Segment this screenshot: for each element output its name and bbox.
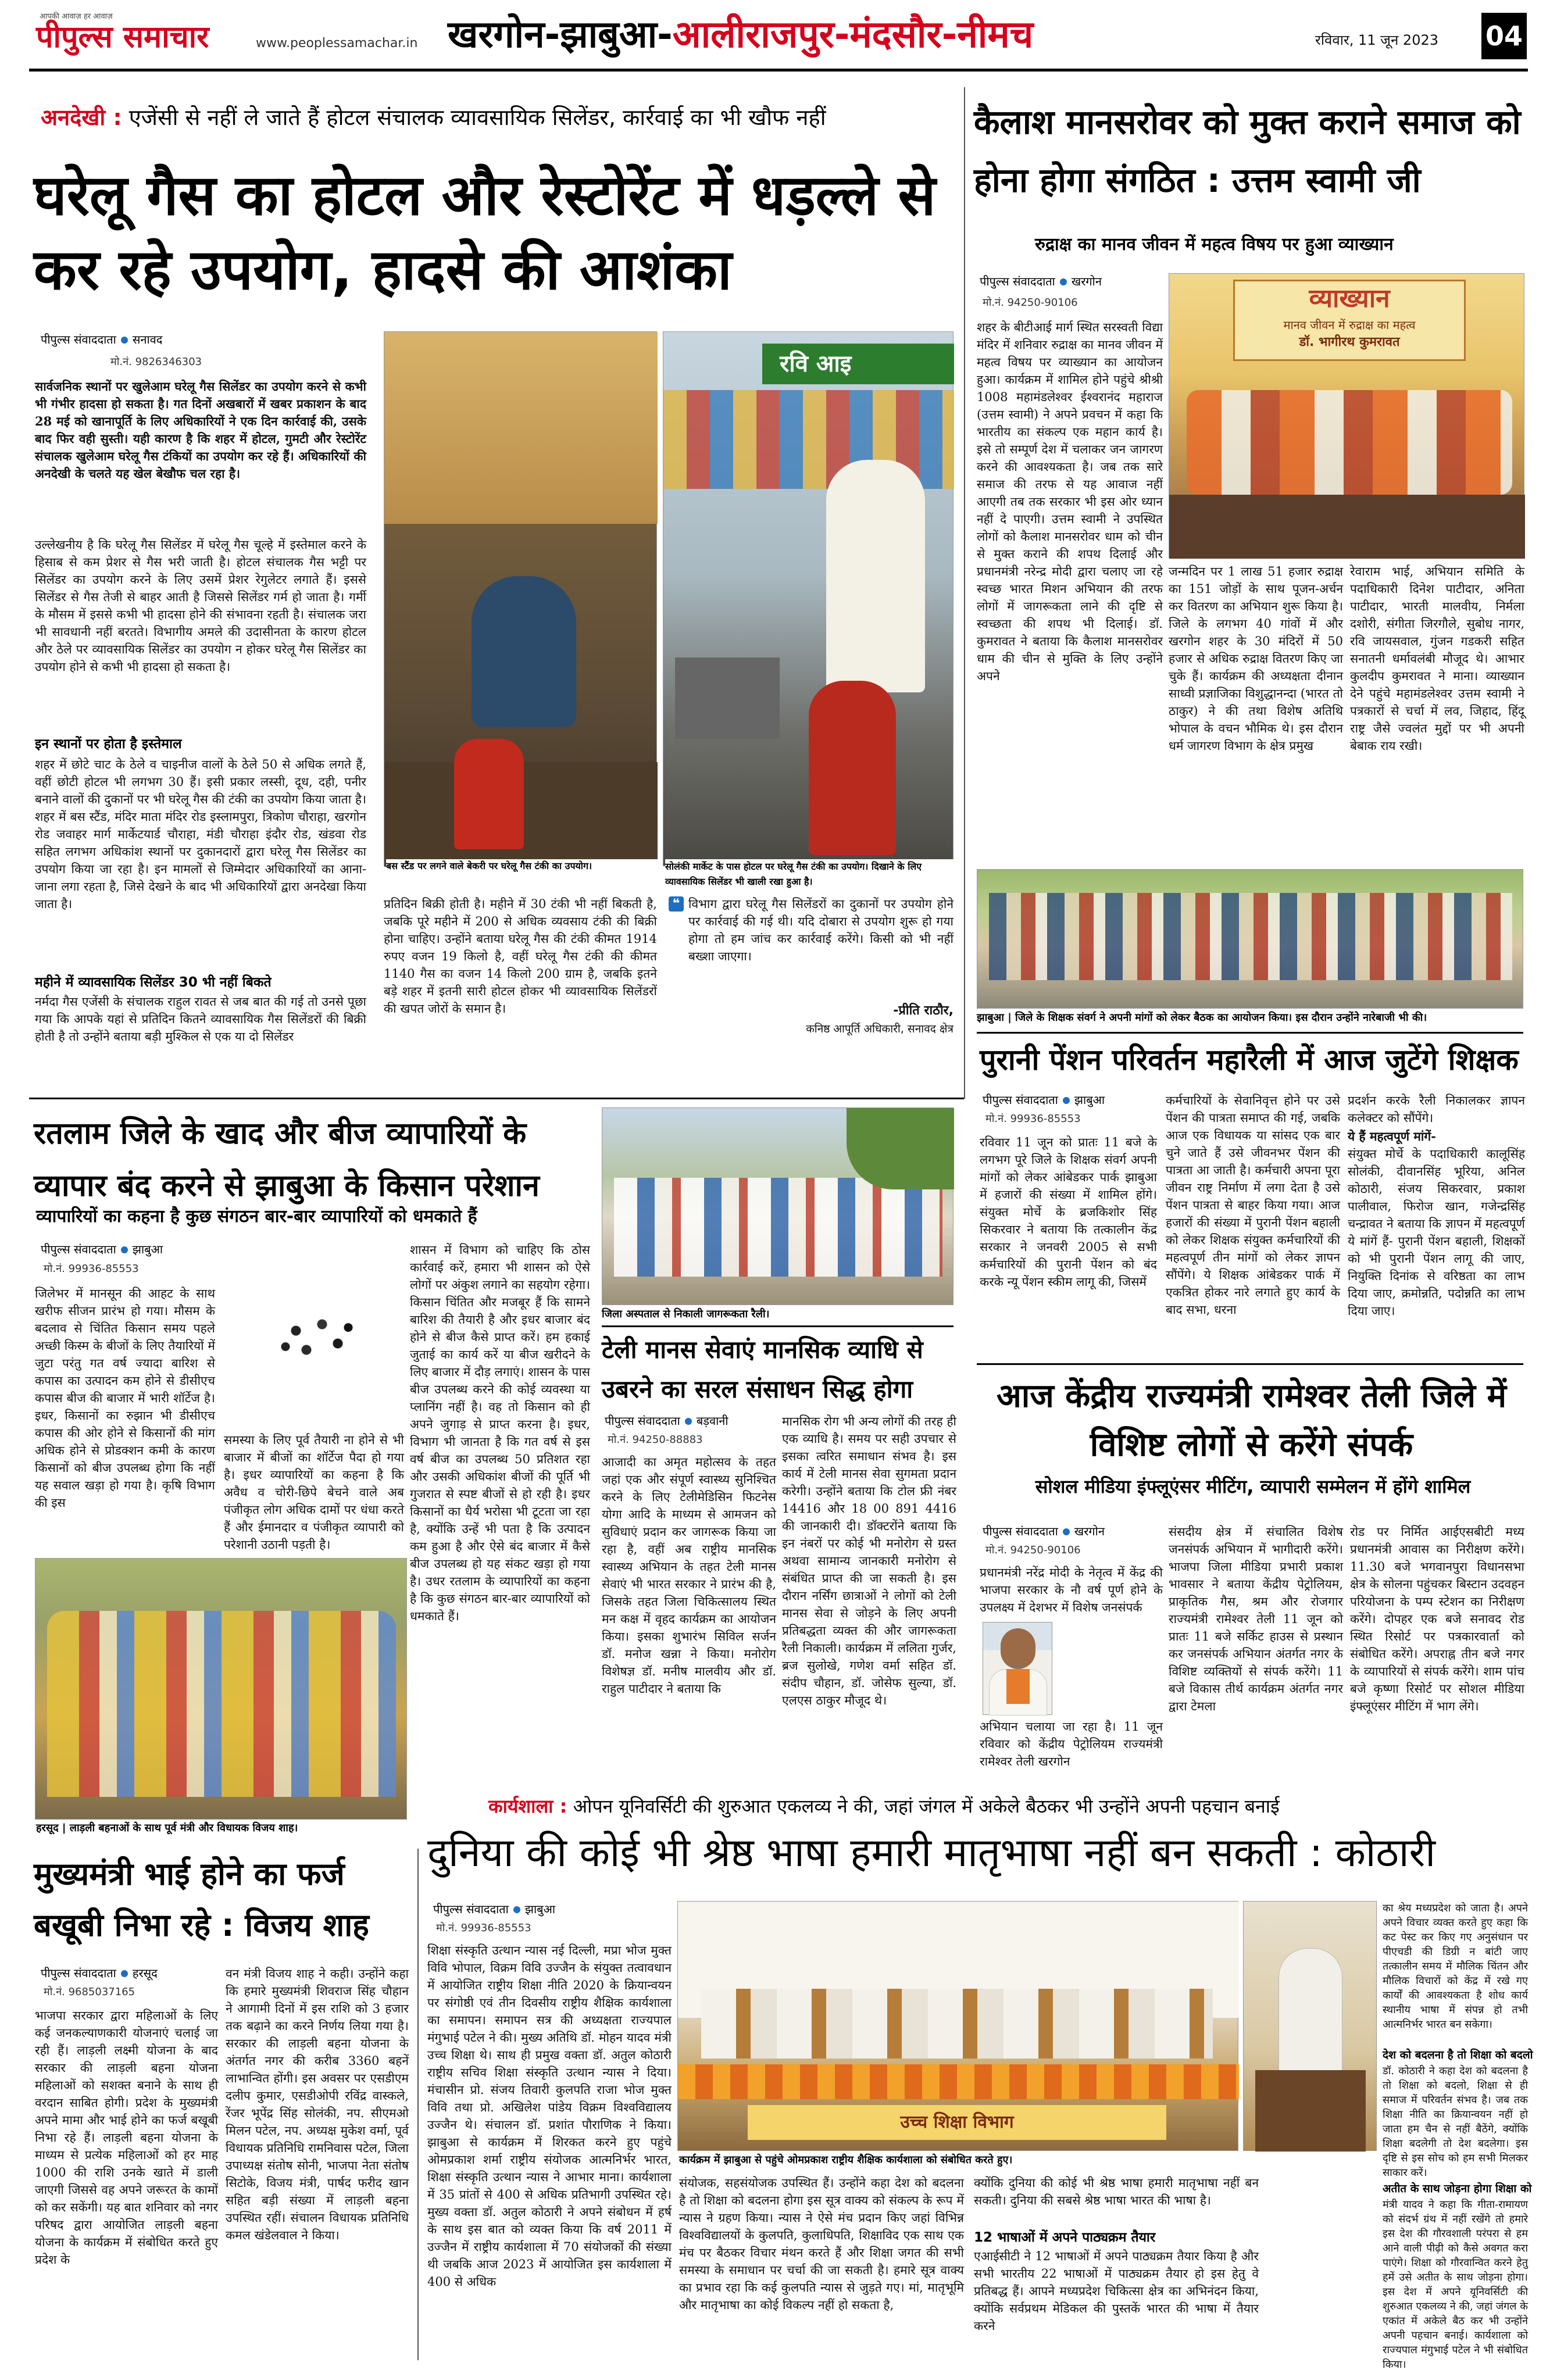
story1-byline-name: पीपुल्स संवाददाता: [41, 333, 116, 346]
story3-photo-teachers: [977, 869, 1523, 1009]
story5-rule: [602, 1325, 954, 1327]
story2-col1: शहर के बीटीआई मार्ग स्थित सरस्वती विद्या मंदिर में शनिवार रुद्राक्ष का मानव जीवन में महत्व विषय पर व्याख्यान का आयोजन हुआ। कार्यक्रम में शामिल होने पहुंचे श्रीश्री 1008 महामंडलेश्वर ईश्वरानंद महाराज (उत्तम स्वामी) ने अपने प्रवचन में कहा कि भारतीय का संकल्प एक महान कार्य है। इसे तो सम्पूर्ण देश में चलाकर जन जागरण करने की आवश्यकता है। जब तक सारे समाज की तरफ से यह आवाज नहीं आएगी तब तक सरकार भी इस ओर ध्यान नहीं दे पाएगी। उत्तम स्वामी ने उपस्थित लोगों को कैलाश मानसरोवर धाम को चीन से मुक्त कराने की शपथ दिलाई और प्रधानमंत्री नरेन्द्र मोदी द्वारा चलाए जा रहे स्वच्छ भारत मिशन अभियान की तरफ लोगों में जागरूकता लाने की दृष्टि से स्वच्छता की शपथ भी दिलाई। डॉ. कुमरावत ने बताया कि कैलाश मानसरोवर धाम की चीन से मुक्ति के लिए उन्होंने अपने: [977, 320, 1163, 683]
story8-sidebar: [1383, 1901, 1533, 2371]
story4-col1: जिलेभर में मानसून की आहट के साथ खरीफ सीजन प्रारंभ हो गया। मौसम के बदलाव से चिंतित किसान समय पहले अच्छी किस्म के बीजों के लिए तैयारियों में जुटा परंतु गत वर्ष ज्यादा बारिश से कपास का उत्पादन कम होने से डीसीएच कपास बीज की बाजार में भारी शॉर्टेज है। इधर, किसानों का रुझान भी डीसीएच कपास की ओर होने से किसानों की मांग अधिक होने से प्रोडक्शन कमी के कारण किसानों को बीज उपलब्ध होगा कि नहीं यह सवाल खड़ा हो गया है। कृषि विभाग की इस: [35, 1287, 215, 1510]
story8-subhead2: देश को बदलना है तो शिक्षा को बदलो: [1383, 2049, 1533, 2061]
story8-kicker-text: ओपन यूनिवर्सिटी की शुरुआत एकलव्य ने की, जहां जंगल में अकेले बैठकर भी उन्होंने अपनी पहचान बनाई: [573, 1795, 1280, 1817]
story6-col3: रोड पर निर्मित आईएसबीटी मध्य प्रधानमंत्री आवास का निरीक्षण करेंगे। 11.30 बजे भगवानपुरा विधानसभा क्षेत्र के सोलना पहुंचकर बिस्टान उदवहन परियोजना के पम्प स्टेशन का निरीक्षण करेंगे। दोपहर एक बजे सनावद रोड स्थित रिसोर्ट पर पत्रकारवार्ता को संबोधित करेंगे। अपराह्न तीन बजे नगर के व्यापारियों से संपर्क करेंगे। शाम पांच बजे कृष्णा रिसोर्ट पर सोशल मीडिया इंफ्लूएंसर मीटिंग में भाग लेंगे।: [1350, 1525, 1524, 1713]
story3-col1: रविवार 11 जून को प्रातः 11 बजे के लगभग पूरे जिले के शिक्षक संवर्ग अपनी मांगों को लेकर आंबेडकर पार्क झाबुआ में हजारों की संख्या में शामिल होंगे। संयुक्त मोर्चे के ब्रजकिशोर सिंह सिकरवार ने बताया कि तत्कालीन केंद्र सरकार ने जनवरी 2005 से सभी कर्मचारियों की पुरानी पेंशन को बंद करके न्यू पेंशन स्कीम लागू की, जिसमें: [980, 1135, 1157, 1289]
story3-col3: [1348, 1092, 1525, 1355]
story2-banner: [1233, 280, 1466, 361]
byline-dot-icon: [121, 1246, 128, 1253]
story2-table: [1169, 495, 1525, 559]
story2-headline: कैलाश मानसरोवर को मुक्त कराने समाज को होना होगा संगठित : उत्तम स्वामी जी: [974, 102, 1521, 200]
story8-subhead3: अतीत के साथ जोड़ना होगा शिक्षा को: [1383, 2182, 1532, 2195]
byline-dot-icon: [513, 1906, 520, 1913]
story3-col3-intro: प्रदर्शन करके रैली निकालकर ज्ञापन कलेक्टर को सौंपेंगे।: [1348, 1093, 1525, 1125]
middle-band-rule: [29, 1098, 964, 1099]
hotel-person: [826, 460, 925, 692]
story1-photo1-caption: बस स्टैंड पर लगने वाले बेकरी पर घरेलू गैस टंकी का उपयोग।: [386, 859, 659, 875]
masthead: [0, 0, 1557, 73]
story1-byline: [41, 331, 366, 349]
byline-dot-icon: [1063, 1097, 1070, 1104]
byline-dot-icon: [685, 1418, 692, 1425]
story2-subhead: रुद्राक्ष का मानव जीवन में महत्व विषय पर हुआ व्याख्यान: [1035, 234, 1394, 255]
page-number-box: [1481, 13, 1527, 59]
story7-col2: वन मंत्री विजय शाह ने कही। उन्होंने कहा कि हमारे मुख्यमंत्री शिवराज सिंह चौहान ने आगामी दिनों में इस राशि को 3 हजार तक बढ़ाने का करने निर्णय लिया गया है। सरकार की लाड़ली बहना योजना के अंतर्गत नगर की करीब 3360 बहनें लाभान्वित होंगी। इस अवसर पर एसडीएम दलीप कुमार, एसडीओपी रविंद्र वास्कले, रेंजर भूपेंद्र सिंह सोलंकी, नप. सीएमओ मिलन पटेल, नप. अध्यक्ष मुकेश वर्मा, पूर्व विधायक प्रतिनिधि रामनिवास पटेल, जिला उपाध्यक्ष संतोष सोनी, भाजपा नेता संतोष सिटोके, विजय मंत्री, पार्षद फरीद खान सहित बड़ी संख्या में लाड़ली बहना उपस्थित रहीं। संचालन विधायक प्रतिनिधि कमल खंडेलवाल ने किया।: [226, 1967, 409, 2242]
story3-rule: [977, 1032, 1523, 1034]
rally-tree: [847, 1108, 954, 1189]
hotel-sign-text: रवि आइ: [780, 351, 852, 377]
bakery-cylinder: [454, 739, 524, 849]
story5-mobile: मो.नं. 94250-88883: [608, 1434, 703, 1446]
masthead-logo[interactable]: [36, 10, 245, 57]
story2-banner-sub: मानव जीवन में रुद्राक्ष का महत्व: [1283, 318, 1416, 332]
story7-mobile: मो.नं. 9685037165: [44, 1986, 135, 1998]
logo-text: पीपुल्स समाचार: [36, 20, 209, 55]
story8-sidebar-text3: मंत्री यादव ने कहा कि गीता-रामायण को संदर्भ ग्रंथ में नहीं रखेंगे तो हमारे इस देश की गौरवशाली परंपरा से हम आने वाली पीढ़ी को कैसे अवगत करा पाएंगे। शिक्षा को गौरवान्वित करने हेतु हमें उसे अतीत के साथ जोड़ना होगा। इस देश में अपने यूनिवर्सिटी की शुरुआत एकलव्य ने की, जहां जंगल के एकांत में अकेले बैठ कर भी उन्होंने अपनी पहचान बनाई। कार्यशाला को राज्यपाल मंगुभाई पटेल ने भी संबोधित किया।: [1383, 2199, 1528, 2371]
story3-col3-label: ये हैं महत्वपूर्ण मांगें-: [1348, 1129, 1436, 1143]
story5-headline: टेली मानस सेवाएं मानसिक व्याधि से उबरने का सरल संसाधन सिद्ध होगा: [602, 1335, 923, 1403]
story4-col2: समस्या के लिए पूर्व तैयारी ना होने से भी बाजार में बीजों का शॉर्टेज पैदा हो गया है। इधर व्यापारियों का कहना है कि अवैध व चोरी-छिपे बेचने वाले अब पंजीकृत लोग अधिक दामों पर धंधा करते हैं और ईमानदार व पंजीकृत व्यापारी को परेशानी उठानी पड़ती है।: [224, 1433, 404, 1552]
story1-kicker-text: एजेंसी से नहीं ले जाते हैं होटल संचालक व्यावसायिक सिलेंडर, कार्रवाई का भी खौफ नहीं: [128, 105, 826, 130]
story6-headline: आज केंद्रीय राज्यमंत्री रामेश्वर तेली जिले में विशिष्ट लोगों से करेंगे संपर्क: [997, 1377, 1506, 1464]
story2-mobile: मो.नं. 94250-90106: [983, 296, 1078, 309]
story3-byline-place: झाबुआ: [1074, 1093, 1105, 1107]
hotel-sign: [762, 344, 954, 384]
story4-col3: शासन में विभाग को चाहिए कि ठोस कार्रवाई करें, हमारा भी शासन को ऐसे लोगों पर अंकुश लगाने का सहयोग रहेगा। किसान चिंतित और मजबूर हैं कि सामने बारिश की तैयारी है और इधर बाजार बंद होने से बीज कैसे प्राप्त करें। हम हकाई जुताई का कार्य करें या बीज खरीदने के लिए बाजार में दौड़ लगाएं। शासन के पास बीज उपलब्ध करने की कोई व्यवस्था या प्लानिंग नहीं है। वह तो किसान को ही अपने जुगाड़ से प्राप्त करना है। इधर, विभाग भी जानता है कि गत वर्ष से इस वर्ष बीज का उपलब्ध 50 प्रतिशत रहा और उसकी अधिकांश बीजों की पूर्ति भी गुजरात से स्पष्ट बीजों से हो रही है। इधर किसानों का धैर्य भरोसा भी टूटता जा रहा है, क्योंकि उन्हें भी पता है कि उत्पादन कम हुआ है और ऐसे बंद बाजार में कैसे बीज उपलब्ध हो यह संकट खड़ा हो गया है। उधर रतलाम के व्यापारियों का कहना है कि कुछ संगठन बार-बार व्यापारियों को धमकाते हैं।: [410, 1243, 590, 1623]
story8-subhead1: 12 भाषाओं में अपने पाठ्यक्रम तैयार: [974, 2230, 1156, 2245]
byline-dot-icon: [121, 337, 128, 344]
hotel-stove: [675, 657, 780, 739]
story7-photo-ladli: [35, 1558, 407, 1820]
story8-col1: शिक्षा संस्कृति उत्थान न्यास नई दिल्ली, मप्रा भोज मुक्त विवि भोपाल, विक्रम विवि उज्जैन के संयुक्त तत्वावधान में आयोजित राष्ट्रीय शिक्षा नीति 2020 के क्रियान्वयन पर संगोष्ठी एवं तीन दिवसीय राष्ट्रीय शैक्षिक कार्यशाला का समापन। समापन सत्र की अध्यक्षता राज्यपाल मंगुभाई पटेल ने की। मुख्य अतिथि डॉ. मोहन यादव मंत्री उच्च शिक्षा थे। साथ ही प्रमुख वक्ता डॉ. अतुल कोठारी राष्ट्रीय सचिव शिक्षा संस्कृति उत्थान न्यास ने दिया। मंचासीन प्रो. संजय तिवारी कुलपति राजा भोज मुक्त विवि तथा प्रो. अखिलेश पांडेय विक्रम विश्वविद्यालय उज्जैन थे। संचालन डॉ. प्रशांत पौराणिक ने किया। झाबुआ से कार्यक्रम में शिरकत करने हुए पहुंचे ओमप्रकाश शर्मा राष्ट्रीय संयोजक आत्मनिर्भर भारत, शिक्षा संस्कृति उत्थान न्यास ने आभार माना। कार्यशाला में 35 प्रांतों से 400 से अधिक प्रतिभागी उपस्थित रहे। मुख्य वक्ता डॉ. अतुल कोठारी ने अपने संबोधन में हर्ष के साथ इस बात को व्यक्त किया कि वर्ष 2011 में उज्जैन में राष्ट्रीय कार्यशाला में 70 संयोजकों की संख्या थी जबकि आज 2023 में आयोजित इस कार्यशाला में 400 से अधिक: [427, 1943, 672, 2289]
story1-photo-hotel: [663, 331, 954, 866]
story5-col2: मानसिक रोग भी अन्य लोगों की तरह ही एक व्याधि है। समय पर सही उपचार से इसका त्वरित समाधान संभव है। इस कार्य में टेली मानस सेवा सुगमता प्रदान करेगी। उन्होंने बताया कि टोल फ्री नंबर 14416 और 18 00 891 4416 की जानकारी दी। डॉक्टरोंने बताया कि इन नंबरों पर कोई भी मनोरोग से ग्रस्त अथवा सामान्य जानकारी मनोरोग से संबंधित प्राप्त की जा सकती है। इस दौरान नर्सिंग छात्राओं ने लोगों को टेली मानस सेवा से जोड़ने के लिए अपनी प्रतिबद्धता व्यक्त की और जागरूकता रैली निकाली। कार्यक्रम में ललिता गुर्जर, ब्रज सुलोखे, गणेश वर्मा सहित डॉ. संदीप चौहान, डॉ. जोसेफ सुल्या, डॉ. एलएस ठाकुर मौजूद थे।: [782, 1414, 956, 1707]
story2-byline: [980, 273, 1166, 291]
page-number: 04: [1485, 20, 1523, 52]
story7-byline-place: हरसूद: [132, 1966, 158, 1980]
ladli-group: [47, 1611, 396, 1797]
story8-col3: [974, 2174, 1259, 2357]
region-title-red: आलीराजपुर-मंदसौर-नीमच: [672, 13, 1034, 56]
story6-subhead: सोशल मीडिया इंफ्लूएंसर मीटिंग, व्यापारी सम्मेलन में होंगे शामिल: [1035, 1475, 1471, 1498]
story2-col3: रेवाराम भाई, अभियान समिति के पदाधिकारी दिनेश पाटीदार, अनिता पाटीदार, भारती मालवीय, निर्मला दशोरी, संगीता जिरगौले, सुबोध नागर, रवि जायसवाल, गुंजन गडकरी सहित सनातनी धर्मावलंबी मौजूद थे। आभार कुलदीप कुमरावत ने माना। व्याख्यान देने पहुंचे महामंडलेश्वर उत्तम स्वामी ने पत्रकारों से चर्चा में लव, जिहाद, हिंदू राष्ट्र जैसे ज्वलंत मुद्दों पर भी अपनी बेबाक राय रखी।: [1350, 564, 1524, 753]
stage-banner: [748, 2105, 1166, 2140]
story8-kicker-label: कार्यशाला :: [488, 1795, 567, 1817]
stage-banner-text: उच्च शिक्षा विभाग: [900, 2112, 1014, 2132]
quote-mark-icon: ❝: [669, 896, 684, 912]
portrait-scarf: [1006, 1669, 1030, 1704]
story6-rule: [977, 1363, 1523, 1365]
story6-portrait: [983, 1622, 1052, 1715]
portrait-head: [1001, 1628, 1035, 1669]
story5-byline-place: बड़वानी: [696, 1414, 728, 1428]
region-title-black: खरगोन-झाबुआ-: [448, 13, 673, 56]
story2-photo-lecture: [1169, 273, 1524, 558]
story8-kicker: [488, 1793, 1529, 1820]
story3-headline: पुरानी पेंशन परिवर्तन महारैली में आज जुटेंगे शिक्षक: [980, 1043, 1519, 1077]
story3-byline-name: पीपुल्स संवाददाता: [983, 1093, 1058, 1107]
story1-body1: उल्लेखनीय है कि घरेलू गैस सिलेंडर में घरेलू गैस चूल्हे में इस्तेमाल करने के हिसाब से कम प्रेशर से गैस भरी जाती है। होटल संचालक गैस भट्टी पर सिलेंडर का उपयोग करने के लिए उसमें प्रेशर रेगुलेटर लगाते हैं। इससे सिलेंडर से गैस तेजी से बाहर आती है जिससे सिलेंडर गर्म हो जाता है। गर्मी के मौसम में इससे कभी भी हादसा होने की संभावना रहती है। संचालक जरा भी सावधानी नहीं बरतते। विभागीय अमले की उदासीनता के कारण होटल और ठेले पर व्यावसायिक सिलेंडर का उपयोग न होकर घरेलू गैस सिलेंडर का उपयोग होने से कभी भी हादसा हो सकता है।: [35, 538, 366, 674]
story6-mobile: मो.नं. 94250-90106: [985, 1544, 1081, 1556]
story5-byline-name: पीपुल्स संवाददाता: [605, 1414, 680, 1428]
story8-col3-body: एआईसीटी ने 12 भाषाओं में अपने पाठ्यक्रम तैयार किया है और सभी भारतीय 22 भाषाओं में पाठ्यक्रम तैयार हो इस हेतु वे प्रतिबद्ध हैं। आपने मध्यप्रदेश चिकित्सा क्षेत्र का अभिनंदन किया, क्योंकि सर्वप्रथम मेडिकल की पुस्तकें भारत की भाषा में तैयार करने: [974, 2249, 1259, 2333]
story1-mobile: मो.नं. 9826346303: [110, 356, 202, 368]
story1-photo2-caption: सोलंकी मार्केट के पास होटल पर घरेलू गैस टंकी का उपयोग। दिखाने के लिए व्यावसायिक सिलेंडर भी खाली रखा हुआ है।: [665, 859, 956, 892]
story6-byline: [983, 1523, 1169, 1541]
story8-photo-stage: [677, 1901, 1238, 2151]
story1-quote-text: विभाग द्वारा घरेलू गैस सिलेंडरों का दुकानों पर उपयोग होने पर कार्रवाई की गई थी। यदि दोबारा से उपयोग शुरू हो गया होगा तो हम जांच कर कार्रवाई करेंगे। किसी को भी नहीं बख्शा जाएगा।: [688, 897, 954, 963]
story7-col1: भाजपा सरकार द्वारा महिलाओं के लिए कई जनकल्याणकारी योजनाएं चलाई जा रही हैं। लाड़ली लक्ष्मी योजना के बाद सरकार की लाड़ली बहना योजना महिलाओं को सशक्त बनाने के साथ ही वरदान साबित होगी। प्रदेश के मुख्यमंत्री अपने मामा और भाई होने का फर्ज बखूबी निभा रहे हैं। लाड़ली बहना योजना के माध्यम से प्रत्येक महिलाओं को हर माह 1000 की राशि उनके खाते में डाली जाएगी जिससे वह अपने जरूरत के कामों को कर सकेंगी। यह बात शनिवार को नगर परिषद द्वारा आयोजित लाड़ली बहना योजना के कार्यक्रम में संबोधित करते हुए प्रदेश के: [35, 2009, 218, 2267]
story6-byline-place: खरगोन: [1074, 1524, 1105, 1538]
story1-byline-place: सनावद: [132, 333, 163, 346]
story1-body4: प्रतिदिन बिक्री होती है। महीने में 30 टंकी भी नहीं बिकती है, जबकि पूरे महीने में 200 से अधिक व्यवसाय टंकी की बिक्री होना चाहिए। उन्होंने बताया घरेलू गैस की टंकी कीमत 1914 रुपए वजन 19 किलो है, वहीं घरेलू गैस टंकी की कीमत 1140 गैस का वजन 14 किलो 200 ग्राम है, जबकि इतने बड़े शहर में इतनी सारी होटल होकर भी व्यावसायिक सिलेंडरों की खपत जोरों के समान है।: [384, 897, 657, 1016]
story2-speakers: [1187, 390, 1512, 495]
hotel-cylinder: [809, 681, 896, 855]
story8-headline: दुनिया की कोई भी श्रेष्ठ भाषा हमारी मातृभाषा नहीं बन सकती : कोठारी: [427, 1830, 1435, 1876]
story4-byline-name: पीपुल्स संवाददाता: [41, 1242, 116, 1256]
story4-byline: [41, 1241, 215, 1259]
story7-headline: मुख्यमंत्री भाई होने का फर्ज बखूबी निभा रहे : विजय शाह: [34, 1856, 369, 1943]
story3-col3-body: संयुक्त मोर्चे के पदाधिकारी कालूसिंह सोलंकी, दीवानसिंह भूरिया, अनिल कोठारी, संजय सिकरवार, प्रकाश पालीवाल, फिरोज खान, गजेन्द्रसिंह चन्द्रावत ने बताया कि ज्ञापन में महत्वपूर्ण ये मांगें हैं- पुरानी पेंशन बहाली, शिक्षकों को भी पुरानी पेंशन लागू की जाए, नियुक्ति दिनांक से वरिष्ठता का लाभ दिया जाए, क्रमोन्नति, पदोन्नति का लाभ दिया जाए।: [1348, 1147, 1525, 1318]
story8-photo-caption: कार्यक्रम में झाबुआ से पहुंचे ओमप्रकाश राष्ट्रीय शैक्षिक कार्यशाला को संबोधित करते हुए।: [679, 2153, 1237, 2169]
story7-byline: [41, 1965, 215, 1982]
story1-lead: सार्वजनिक स्थानों पर खुलेआम घरेलू गैस सिलेंडर का उपयोग करने से कभी भी गंभीर हादसा हो सकता है। गत दिनों अखबारों में खबर प्रकाशन के बाद 28 मई को खानापूर्ति के लिए अधिकारियों ने एक दिन कार्रवाई की, उसके बाद फिर वही सुस्ती। यही कारण है कि शहर में होटल, गुमटी और रेस्टोरेंट संचालक खुलेआम घरेलू गैस टंकियों का उपयोग कर रहे हैं। अधिकारियों की अनदेखी के चलते यह खेल बेखौफ चल रहा है।: [35, 379, 366, 481]
story5-byline: [605, 1413, 779, 1430]
story4-byline-place: झाबुआ: [132, 1242, 163, 1256]
story1-headline: घरेलू गैस का होटल और रेस्टोरेंट में धड़ल्ले से कर रहे उपयोग, हादसे की आशंका: [34, 163, 936, 302]
story8-byline: [433, 1901, 608, 1918]
story2-byline-place: खरगोन: [1071, 274, 1102, 288]
story1-kicker: [41, 102, 948, 131]
story2-banner-name: डॉ. भागीरथ कुमरावत: [1299, 335, 1400, 349]
story6-col1b: अभियान चलाया जा रहा है। 11 जून रविवार को केंद्रीय पेट्रोलियम राज्यमंत्री रामेश्वर तेली खरगोन: [980, 1720, 1163, 1768]
story8-byline-name: पीपुल्स संवाददाता: [433, 1902, 509, 1916]
story1-quote-author: -प्रीति राठौर,: [893, 1003, 954, 1018]
story3-photo-caption: झाबुआ | जिले के शिक्षक संवर्ग ने अपनी मांगों को लेकर बैठक का आयोजन किया। इस दौरान उन्होंने नारेबाजी भी की।: [977, 1010, 1523, 1028]
story7-photo-caption: हरसूद | लाड़ली बहनाओं के साथ पूर्व मंत्री और विधायक विजय शाह।: [36, 1821, 408, 1837]
story3-byline: [983, 1092, 1169, 1109]
byline-dot-icon: [1060, 278, 1067, 285]
region-title: [448, 10, 1180, 63]
story8-col3-intro: क्योंकि दुनिया की कोई भी श्रेष्ठ भाषा हमारी मातृभाषा नहीं बन सकती। दुनिया की सबसे श्रेष्ठ भाषा भारत की भाषा है।: [974, 2176, 1259, 2207]
story1-quote-role: कनिष्ठ आपूर्ति अधिकारी, सनावद क्षेत्र: [806, 1023, 954, 1035]
story3-crowd: [989, 893, 1512, 980]
story5-photo-rally: [602, 1107, 954, 1305]
story3-col2: कर्मचारियों के सेवानिवृत्त होने पर उसे पेंशन की पात्रता समाप्त की गई, जबकि आज एक विधायक या सांसद एक बार चुने जाते हैं उसे जीवनभर पेंशन की पात्रता आ जाती है। कर्मचारी अपना पूरा जीवन राष्ट्र निर्माण में लगा देता है उसे पेंशन पात्रता से बाहर किया गया। आज हजारों की संख्या में पुरानी पेंशन बहाली को लेकर शिक्षक संयुक्त कर्मचारियों की महत्वपूर्ण तीन मांगों को लेकर ज्ञापन सौंपेंगे। ये शिक्षक आंबेडकर पार्क में एकत्रित होकर नारे लगाते हुए कार्य के बाद सभा, धरना: [1166, 1093, 1340, 1317]
masthead-rule: [29, 69, 1528, 72]
story8-mobile: मो.नं. 99936-85553: [436, 1922, 531, 1934]
stage-flowers: [678, 2064, 1239, 2099]
column-divider-right: [964, 87, 965, 1099]
story2-col2: जन्मदिन पर 1 लाख 51 हजार रुद्राक्ष का 151 जोड़ों के साथ पूजन-अर्चन कर वितरण का अभियान शुरू किया है। जिले के लगभग 40 गांवों में और खरगोन शहर के 30 मंदिरों में 50 हजार से अधिक रुद्राक्ष वितरण किए जा चुके हैं। कार्यक्रम की अध्यक्षता दीनान साध्वी प्रज्ञाजिका विशुद्धानन्दा (भारत तो ठाकुर) ने की तथा विशेष अतिथि भोपाल के वचन भौमिक थे। इस दौरान धर्म जागरण विभाग के क्षेत्र प्रमुख: [1169, 564, 1343, 753]
story3-mobile: मो.नं. 99936-85553: [985, 1113, 1081, 1125]
story8-byline-place: झाबुआ: [524, 1902, 556, 1916]
story4-mobile: मो.नं. 99936-85553: [44, 1263, 139, 1275]
story4-headline: रतलाम जिले के खाद और बीज व्यापारियों के व्यापार बंद करने से झाबुआ के किसान परेशान: [34, 1116, 540, 1203]
issue-date: रविवार, 11 जून 2023: [1315, 32, 1439, 48]
logo-tagline: आपकी आवाज़ हर आवाज़: [40, 12, 113, 21]
story4-subhead: व्यापारियों का कहना है कुछ संगठन बार-बार व्यापारियों को धमकाते हैं: [36, 1206, 477, 1227]
story6-col1a: प्रधानमंत्री नरेंद्र मोदी के नेतृत्व में केंद्र की भाजपा सरकार के नौ वर्ष पूर्ण होने के उपलक्ष्य में देशभर में विशेष जनसंपर्क: [980, 1566, 1163, 1614]
story8-sidebar-text1: का श्रेय मध्यप्रदेश को जाता है। अपने अपने विचार व्यक्त करते हुए कहा कि कट पेस्ट कर किए गए अनुसंधान पर पीएचडी की डिग्री न बांटी जाए तत्कालीन समय में मौलिक चिंतन और मौलिक विचारों को केंद्र में रखे गए कार्यों की आवश्यकता है शोध कार्य स्थानीय भाषा में संपन्न हो तभी आत्मनिर्भर भारत बन सकेगा।: [1383, 1902, 1528, 2031]
rally-nurses: [614, 1178, 942, 1277]
story7-byline-name: पीपुल्स संवाददाता: [41, 1966, 116, 1980]
story2-banner-title: व्याख्यान: [1309, 284, 1390, 313]
bakery-person: [472, 576, 576, 727]
seed-pile: [265, 1305, 369, 1369]
story5-photo-caption: जिला अस्पताल से निकाली जागरूकता रैली।: [602, 1307, 954, 1323]
story4-photo-seeds: [224, 1241, 404, 1427]
story1-photo-bakery: [384, 331, 657, 866]
story5-col1: आजादी का अमृत महोत्सव के तहत जहां एक और संपूर्ण स्वास्थ्य सुनिश्चित करने के लिए टेलीमेडिसिन फिटनेस योगा आदि के माध्यम से आमजन को सुविधाएं प्रदान कर जागरूक किया जा रहा है, वहीं अब राष्ट्रीय मानसिक स्वास्थ्य अभियान के तहत टेली मानस सेवाएं भी भारत सरकार ने प्रारंभ की है, जिसके तहत जिला चिकित्सालय स्थित मन कक्ष में वृहद कार्यक्रम का आयोजन किया। इसका शुभारंभ सिविल सर्जन डॉ. मनोज खन्ना ने किया। मनोरोग विशेषज्ञ डॉ. मनीष मालवीय और डॉ. राहुल पाटीदार ने बताया कि: [602, 1455, 776, 1696]
column-divider-lower: [417, 1849, 419, 2360]
story6-col2: संसदीय क्षेत्र में संचालित विशेष जनसंपर्क अभियान में भागीदारी करेंगे। भाजपा जिला मीडिया प्रभारी प्रकाश भावसार ने बताया केंद्रीय पेट्रोलियम, प्राकृतिक गैस, श्रम और रोजगार राज्यमंत्री रामेश्वर तेली 11 जून को प्रातः 11 बजे सर्किट हाउस से प्रस्थान कर जनसंपर्क अभियान अंतर्गत नगर के विशिष्ट व्यक्तियों से संपर्क करेंगे। 11 बजे विकास तीर्थ कार्यक्रम अंतर्गत नगर द्वारा टेमला: [1169, 1525, 1343, 1713]
story1-subhead2: महीने में व्यावसायिक सिलेंडर 30 भी नहीं बिकते: [35, 975, 272, 990]
stage-panel: [701, 1989, 1213, 2059]
story1-quote: [669, 895, 954, 1081]
story1-subhead1: इन स्थानों पर होता है इस्तेमाल: [35, 737, 182, 752]
bakery-shelf: [384, 332, 658, 524]
speaker-podium: [1255, 2070, 1366, 2152]
story1-kicker-label: अनदेखी :: [41, 105, 122, 130]
story8-photo-speaker: [1243, 1901, 1377, 2151]
story1-body3: नर्मदा गैस एजेंसी के संचालक राहुल रावत से जब बात की गई तो उनसे पूछा गया कि आपके यहां से प्रतिदिन कितने व्यावसायिक गैस सिलेंडरों की बिक्री होती है तो उन्होंने बताया बड़ी मुश्किल से एक या दो सिलेंडर: [35, 995, 366, 1044]
byline-dot-icon: [121, 1970, 128, 1977]
byline-dot-icon: [1063, 1528, 1070, 1535]
site-url[interactable]: www.peoplessamachar.in: [256, 36, 418, 51]
story1-body2: शहर में छोटे चाट के ठेले व चाइनीज वालों के ठेले 50 से अधिक लगते हैं, वहीं छोटी होटल भी लगभग 30 हैं। इसी प्रकार लस्सी, दूध, दही, पनीर बनाने वालों की दुकानों पर भी घरेलू गैस की टंकी का उपयोग किया जाता है। शहर में बस स्टैंड, मंदिर माता मंदिर रोड इस्लामपुरा, त्रिकोण चौराहा, खरगोन रोड जवाहर मार्ग मार्केटयार्ड चौराहा, मंडी चौराहा इंदौर रोड, खंडवा रोड सहित लगभग अधिकांश स्थानों पर दुकानदारों द्वारा घरेलू गैस सिलेंडर का उपयोग किया जा रहा है। इन मामलों से जिम्मेदार अधिकारियों का आना-जाना लगा रहता है, जिसे देखने के बाद भी अधिकारियों द्वारा अनदेखा किया जाता है।: [35, 757, 366, 911]
story2-byline-name: पीपुल्स संवाददाता: [980, 274, 1055, 288]
story8-sidebar-text2: डॉ. कोठारी ने कहा देश को बदलना है तो शिक्षा को बदलो, शिक्षा से ही समाज में परिवर्तन संभव है। जब तक शिक्षा नीति का क्रियान्वयन नहीं हो जाता हम चैन से नहीं बैठेंगे, क्योंकि शिक्षा बदलेगी तो देश बदलेगा। इस दृष्टि से इस सोच को हम सभी मिलकर साकार करें।: [1383, 2065, 1528, 2179]
story8-col2: संयोजक, सहसंयोजक उपस्थित हैं। उन्होंने कहा देश को बदलना है तो शिक्षा को बदलना होगा इस सूत्र वाक्य को संकल्प के रूप में न्यास ने ग्रहण किया। न्यास ने ऐसे मंच प्रदान किए जहां विभिन्न विश्वविद्यालयों के कुलपति, कुलाधिपति, शिक्षाविद एक साथ एक मंच पर बैठकर विचार मंथन करते हैं और शिक्षा जगत की सभी समस्या के समाधान पर चर्चा की जा सकती है। हमारे सूत्र वाक्य का प्रभाव रहा कि कई कुलपति न्यास से जुड़ते गए। मां, मातृभूमि और मातृभाषा का कोई विकल्प नहीं हो सकता है,: [679, 2176, 964, 2312]
story6-byline-name: पीपुल्स संवाददाता: [983, 1524, 1058, 1538]
